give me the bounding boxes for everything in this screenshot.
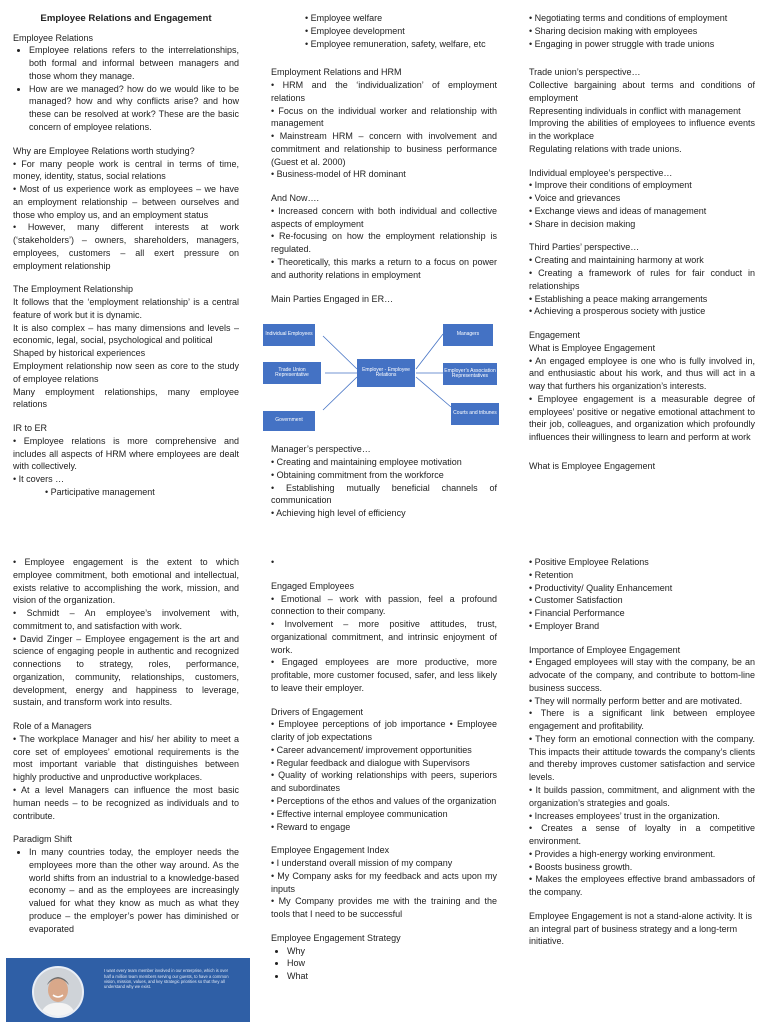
column-2-bottom [271, 556, 497, 983]
diagram-box-courts: Courts and tribunes [451, 403, 499, 425]
paragraph: • For many people work is central in terms of time, money, identity, status, social relations [13, 158, 239, 182]
paragraph: • Theoretically, this marks a return to a focus on power and authority relations in employment [271, 257, 497, 280]
section-heading: IR to ER [13, 423, 48, 434]
section-heading: Third Parties’ perspective… [529, 242, 640, 253]
paragraph: Representing individuals in conflict with management [529, 105, 741, 116]
quote-banner [6, 958, 250, 1022]
section-heading: Role of a Managers [13, 721, 92, 732]
diagram-box-employers-association: Employer’s Association Representatives [443, 363, 497, 385]
paragraph: • It builds passion, commitment, and alignment with the organization’s strategies and goals. [529, 785, 755, 808]
section-heading: Manager’s perspective… [271, 444, 371, 455]
paragraph: • Quality of working relationships with peers, superiors and subordinates [271, 770, 497, 794]
list-item: • Employee relations refers to the interrelationships, both formal and informal between managers and those whom they manage. [29, 44, 239, 82]
paragraph: • Engaging in power struggle with trade unions [529, 38, 715, 49]
list-item: • Why [287, 945, 497, 958]
paragraph: • Employee development [305, 25, 405, 36]
paragraph: Employee Engagement is not a stand-alone activity. It is an integral part of business strategy and a long-term initiative. [529, 910, 752, 947]
paragraph: • Perceptions of the ethos and values of the organization [271, 796, 497, 807]
diagram-box-trade-union: Trade Union Representative [263, 362, 321, 384]
section-heading: Engagement [529, 330, 581, 341]
paragraph: • Regular feedback and dialogue with Supervisors [271, 757, 470, 768]
section-heading: Why are Employee Relations worth studying? [13, 145, 195, 156]
paragraph: • Makes the employees effective brand ambassadors of the company. [529, 874, 755, 898]
paragraph: • Involvement – more positive attitudes, trust, organizational commitment, and intrinsic enjoyment of work. [271, 619, 497, 655]
paragraph: • Retention [529, 569, 574, 580]
paragraph: • However, many different interests at work (‘stakeholders’) – owners, shareholders, managers, employees, customers – all exert pressure on employment relationship [13, 222, 239, 271]
paragraph: • They form an emotional connection with the company. This impacts their attitude towards the company’s clients and thereby improves customer satisfaction and service levels. [529, 733, 755, 783]
paragraph: • My Company asks for my feedback and acts upon my inputs [271, 870, 497, 894]
list-item: • How [287, 957, 497, 970]
paragraph: • Obtaining commitment from the workforce [271, 469, 444, 480]
diagram-box-government: Government [263, 411, 315, 431]
avatar [32, 966, 84, 1018]
list-item: • In many countries today, the employer needs the employees more than the other way around. As the world shifts from an industrial to a knowledge-based economy – and as the employees are increasingly valued for what they know as much as what they produce – the employer’s power has diminished or evaporated [29, 846, 239, 935]
paragraph: • I understand overall mission of my company [271, 858, 453, 869]
list-item: • What [287, 970, 497, 983]
paragraph: • The workplace Manager and his/ her ability to meet a core set of employees’ emotional requirements is the most important variable that distinguishes between highly productive and unproductive workplaces. [13, 733, 239, 783]
paragraph: • Creating a framework of rules for fair conduct in relationships [529, 268, 755, 291]
paragraph: • Boosts business growth. [529, 861, 633, 872]
section-heading: The Employment Relationship [13, 284, 134, 295]
section-heading: What is Employee Engagement [529, 460, 656, 471]
paragraph: • At a level Managers can influence the most basic human needs – to be recognized as individuals and to contribute. [13, 785, 239, 821]
paragraph: • Engaged employees are more productive, more profitable, more customer focused, safer, and less likely to leave their employer. [271, 657, 497, 693]
paragraph: It follows that the ‘employment relationship’ is a central feature of work but it is dynamic. [13, 297, 239, 320]
paragraph: Shaped by historical experiences [13, 348, 146, 359]
paragraph: • Provides a high-energy working environment. [529, 848, 716, 859]
paragraph: • Productivity/ Quality Enhancement [529, 582, 673, 593]
paragraph: • Creating and maintaining harmony at work [529, 255, 704, 266]
paragraph: • Financial Performance [529, 608, 625, 619]
paragraph: • Exchange views and ideas of management [529, 205, 707, 216]
section-heading: Individual employee’s perspective… [529, 167, 673, 178]
paragraph: • Employee perceptions of job importance • Employee clarity of job expectations [271, 719, 497, 743]
section-heading: Employee Relations [13, 32, 94, 43]
section-heading: Employee Engagement Strategy [271, 932, 401, 943]
paragraph: • Most of us experience work as employees – we have an employment relationship – between ourselves and those who employ us, and an employment status [13, 184, 239, 220]
paragraph: • Participative management [45, 486, 155, 497]
column-3 [529, 12, 755, 473]
paragraph: • Increases employees’ trust in the organization. [529, 810, 720, 821]
paragraph: • There is a significant link between employee engagement and profitability. [529, 708, 755, 732]
paragraph: Many employment relationships, many employee relations [13, 386, 239, 410]
paragraph: • Employer Brand [529, 620, 600, 631]
banner-quote: I want every team member involved in our enterprise, which is over half a million team members serving our guests, to have a common vision, mission, values, and key strategic priorities so that they all understand why we exist. [104, 968, 229, 990]
paragraph: • My Company provides me with the training and the tools that I need to be successful [271, 896, 497, 920]
paragraph: • Employee relations is more comprehensive and includes all aspects of HRM where employees are dealt with collectively. [13, 435, 239, 472]
paragraph: • Business-model of HR dominant [271, 169, 406, 180]
section-heading: Employment Relations and HRM [271, 67, 402, 78]
section-heading: Importance of Employee Engagement [529, 644, 681, 655]
bullet-marker: • [271, 557, 275, 567]
paragraph: • An engaged employee is one who is fully involved in, and enthusiastic about his work, and thus will act in a way that furthers his organization’s interests. [529, 355, 755, 392]
er-parties-diagram [265, 311, 507, 433]
paragraph: • Employee remuneration, safety, welfare, etc [305, 38, 486, 49]
paragraph: • Emotional – work with passion, feel a profound connection to their company. [271, 593, 497, 617]
paragraph: • Achieving a prosperous society with justice [529, 306, 706, 317]
section-heading: Trade union’s perspective… [529, 67, 641, 78]
paragraph: Regulating relations with trade unions. [529, 143, 682, 154]
paragraph: • Creating and maintaining employee motivation [271, 457, 462, 468]
bullet-list [13, 846, 239, 935]
paragraph: • Engaged employees will stay with the company, be an advocate of the company, and contribute to bottom-line business success. [529, 657, 755, 693]
paragraph: • They will normally perform better and are motivated. [529, 695, 743, 706]
page-title: Employee Relations and Engagement [40, 13, 212, 24]
diagram-box-managers: Managers [443, 324, 493, 346]
column-1-bottom [13, 556, 239, 935]
paragraph: • Increased concern with both individual and collective aspects of employment [271, 205, 497, 229]
bullet-list [271, 945, 497, 983]
column-1 [13, 12, 239, 499]
section-heading: Engaged Employees [271, 580, 355, 591]
paragraph: Employment relationship now seen as core to the study of employee relations [13, 360, 239, 384]
section-heading: Main Parties Engaged in ER… [271, 293, 394, 304]
paragraph: • Achieving high level of efficiency [271, 508, 406, 519]
section-heading: Drivers of Engagement [271, 706, 364, 717]
bullet-list [13, 44, 239, 133]
paragraph: • Employee welfare [305, 13, 383, 23]
section-heading: Paradigm Shift [13, 834, 73, 845]
subheading: What is Employee Engagement [529, 342, 656, 353]
paragraph: • Mainstream HRM – concern with involvement and commitment and relationship to business performance (Guest et al. 2000) [271, 131, 497, 167]
list-item: • How are we managed? how do we would like to be managed? how and why conflicts arise? and how these can be resolved at work? These are the basic concern of employee relations. [29, 83, 239, 134]
paragraph: • Employee engagement is the extent to which employee commitment, both emotional and intellectual, exists relative to accomplishing the work, mission, and vision of the organization. [13, 557, 239, 606]
paragraph: • Negotiating terms and conditions of employment [529, 13, 728, 23]
paragraph: Collective bargaining about terms and conditions of employment [529, 80, 755, 103]
paragraph: • Employee engagement is a measurable degree of employees’ positive or negative emotional attachment to their job, colleagues, and organization which profoundly influences their willingness to learn and perform at work [529, 393, 755, 443]
paragraph: • Improve their conditions of employment [529, 180, 692, 191]
paragraph: • Establishing a peace making arrangements [529, 293, 708, 304]
paragraph: • Schmidt – An employee’s involvement with, commitment to, and satisfaction with work. [13, 608, 239, 631]
section-heading: And Now…. [271, 193, 320, 204]
column-2 [265, 12, 497, 520]
paragraph: • Customer Satisfaction [529, 595, 623, 606]
paragraph: • Focus on the individual worker and relationship with management [271, 105, 497, 129]
diagram-box-individual-employees: Individual Employees [263, 324, 315, 346]
section-heading: Employee Engagement Index [271, 845, 390, 856]
diagram-box-center: Employer - Employee Relations [357, 359, 415, 387]
paragraph: • Career advancement/ improvement opportunities [271, 744, 472, 755]
column-3-bottom [529, 556, 755, 948]
paragraph: • Re-focusing on how the employment relationship is regulated. [271, 231, 497, 255]
paragraph: • Positive Employee Relations [529, 557, 649, 567]
paragraph: It is also complex – has many dimensions and levels – economic, legal, social, psychological and political [13, 322, 239, 346]
paragraph: Improving the abilities of employees to influence events in the workplace [529, 118, 755, 142]
paragraph: • HRM and the ‘individualization’ of employment relations [271, 80, 497, 103]
paragraph: • Effective internal employee communication [271, 808, 448, 819]
paragraph: • Creates a sense of loyalty in a competitive environment. [529, 823, 755, 847]
paragraph: • Sharing decision making with employees [529, 25, 698, 36]
paragraph: • It covers … [13, 474, 65, 485]
paragraph: • Reward to engage [271, 821, 351, 832]
paragraph: • David Zinger – Employee engagement is the art and science of engaging people in authentic and recognized connections to strategy, roles, performance, organization, community, relationships, customers, development, energy and happiness to leverage, sustain, and transform work into results. [13, 633, 239, 708]
paragraph: • Voice and grievances [529, 193, 621, 204]
paragraph: • Share in decision making [529, 218, 636, 229]
paragraph: • Establishing mutually beneficial channels of communication [271, 482, 497, 506]
